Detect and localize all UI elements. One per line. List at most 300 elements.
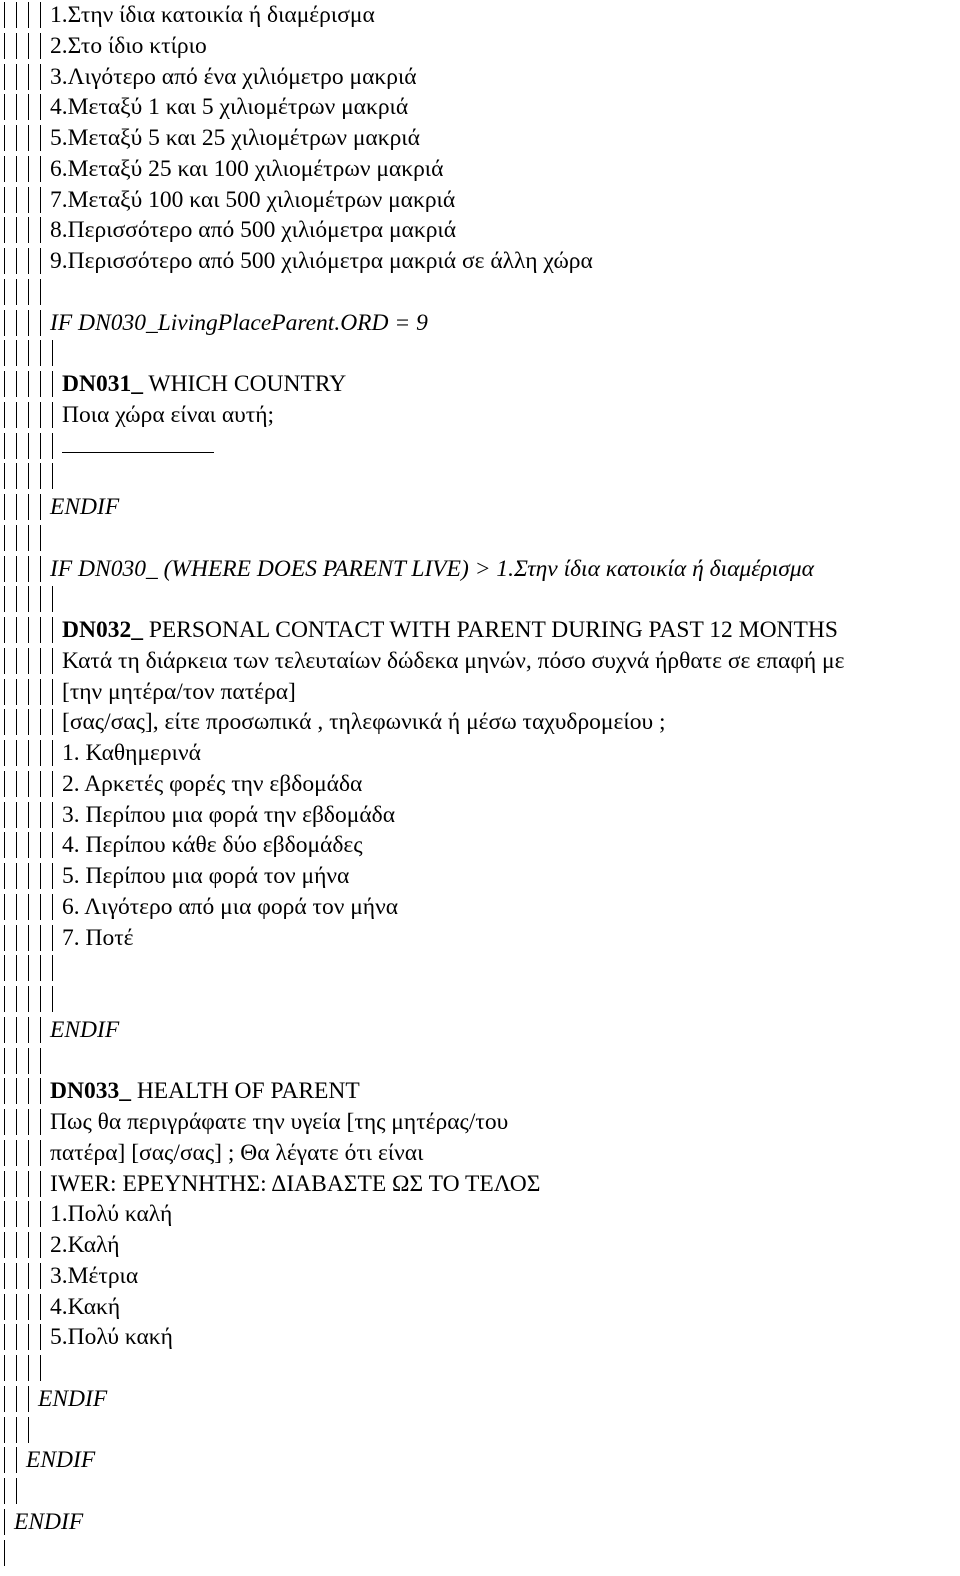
document-line [0, 707, 960, 737]
indent-bar [28, 64, 29, 90]
indent-bar [40, 1263, 41, 1289]
indent-bar [16, 617, 17, 643]
indent-bar [4, 1324, 5, 1350]
document-line [0, 646, 960, 676]
indent-bar [4, 525, 5, 551]
line-content: ENDIF [50, 494, 120, 520]
indent-bar [28, 279, 29, 305]
indent-bar [40, 433, 41, 459]
indent-bar [40, 94, 41, 120]
line-text [50, 154, 443, 184]
indent-bar [4, 1263, 5, 1289]
indent-bar [28, 679, 29, 705]
indent-bar [52, 863, 53, 889]
indent-bar [28, 709, 29, 735]
indent-bar [28, 925, 29, 951]
indent-bar [40, 556, 41, 582]
indent-bar [28, 1171, 29, 1197]
document-line [0, 1292, 960, 1322]
indent-bar [4, 1386, 5, 1412]
document-line [0, 1507, 960, 1537]
document-line [0, 369, 960, 399]
line-text [50, 1199, 172, 1229]
indent-bar [4, 1540, 5, 1566]
line-content: 8.Περισσότερο από 500 χιλιόμετρα μακριά [50, 217, 457, 244]
line-text [50, 215, 456, 245]
indent-bar [4, 556, 5, 582]
indent-bar [4, 586, 5, 612]
indent-bar [40, 740, 41, 766]
line-content: [σας/σας], είτε προσωπικά , τηλεφωνικά ή μέσω ταχυδρομείου ; [62, 709, 666, 736]
indent-bar [4, 832, 5, 858]
line-content: 2.Στο ίδιο κτίριο [50, 32, 207, 59]
indent-bar [40, 525, 41, 551]
indent-bar [40, 586, 41, 612]
document-line [0, 1384, 960, 1414]
indent-bar [16, 463, 17, 489]
indent-bar [4, 279, 5, 305]
indent-bar [52, 925, 53, 951]
indent-bar [40, 156, 41, 182]
indent-bar [4, 771, 5, 797]
line-content: 4.Μεταξύ 1 και 5 χιλιομέτρων μακριά [50, 94, 409, 121]
indent-bar [4, 64, 5, 90]
indent-bar [4, 248, 5, 274]
document-line [0, 0, 960, 30]
indent-bar [16, 740, 17, 766]
indent-bar [16, 1324, 17, 1350]
indent-bar [28, 648, 29, 674]
line-text [62, 369, 346, 399]
indent-bar [16, 402, 17, 428]
indent-bar [40, 33, 41, 59]
document-line [0, 1107, 960, 1137]
indent-bar [28, 771, 29, 797]
indent-bar [40, 1201, 41, 1227]
line-content: 3. Περίπου μια φορά την εβδομάδα [62, 801, 396, 828]
line-text [50, 1292, 120, 1322]
indent-bar [16, 1140, 17, 1166]
line-text [50, 308, 428, 338]
indent-bar [4, 433, 5, 459]
line-content: IF DN030_LivingPlaceParent.ORD = 9 [50, 309, 428, 336]
indent-bar [16, 156, 17, 182]
indent-bar [16, 1109, 17, 1135]
indent-bar [40, 1171, 41, 1197]
indent-bar [4, 156, 5, 182]
document-line [0, 31, 960, 61]
document-line [0, 892, 960, 922]
document-line [0, 1230, 960, 1260]
line-content: 7. Ποτέ [62, 924, 134, 951]
indent-bar [28, 125, 29, 151]
indent-bar [16, 2, 17, 28]
document-line [0, 923, 960, 953]
indent-bar [40, 1109, 41, 1135]
document-line [0, 461, 960, 491]
line-text [62, 400, 274, 430]
document-line [0, 1322, 960, 1352]
line-content: 5.Μεταξύ 5 και 25 χιλιομέτρων μακριά [50, 125, 420, 151]
indent-bar [16, 1201, 17, 1227]
indent-bar [40, 402, 41, 428]
line-text [50, 492, 119, 522]
indent-bar [28, 955, 29, 981]
indent-bar [52, 648, 53, 674]
indent-bar [28, 1109, 29, 1135]
line-content: IF DN030_ (WHERE DOES PARENT LIVE) > 1.Στην ίδια κατοικία ή διαμέρισμα [50, 555, 815, 582]
indent-bar [40, 679, 41, 705]
line-content: πατέρα] [σας/σας] ; Θα λέγατε ότι είναι [50, 1139, 424, 1166]
document-line [0, 338, 960, 368]
indent-bar [16, 648, 17, 674]
question-code: DN033_ [50, 1078, 131, 1105]
line-text [50, 1138, 423, 1168]
indent-bar [16, 925, 17, 951]
document-line [0, 677, 960, 707]
indent-bar [52, 955, 53, 981]
line-text [14, 1507, 83, 1537]
line-text [50, 554, 814, 584]
indent-bar [40, 494, 41, 520]
indent-bar [28, 1263, 29, 1289]
indent-bar [16, 1355, 17, 1381]
indent-bar [40, 648, 41, 674]
indent-bar [28, 986, 29, 1012]
indent-bar [40, 371, 41, 397]
line-text [62, 431, 214, 461]
indent-bar [4, 310, 5, 336]
line-content: 6. Λιγότερο από μια φορά τον μήνα [62, 893, 399, 920]
question-code: DN032_ [62, 617, 143, 643]
indent-bar [40, 894, 41, 920]
indent-bar [28, 1355, 29, 1381]
indent-bar [40, 1078, 41, 1104]
line-text [62, 738, 201, 768]
indent-bar [16, 340, 17, 366]
document-line [0, 615, 960, 645]
indent-bar [16, 1263, 17, 1289]
document-line [0, 800, 960, 830]
line-content: Πως θα περιγράφατε την υγεία [της μητέρας/του [50, 1109, 509, 1135]
indent-bar [52, 679, 53, 705]
indent-bar [40, 1294, 41, 1320]
indent-bar [16, 371, 17, 397]
indent-bar [16, 187, 17, 213]
indent-bar [40, 1140, 41, 1166]
document-line [0, 431, 960, 461]
indent-bar [52, 771, 53, 797]
document-line [0, 277, 960, 307]
line-text [50, 92, 408, 122]
line-content: 9.Περισσότερο από 500 χιλιόμετρα μακριά σε άλλη χώρα [50, 248, 593, 274]
document-line [0, 984, 960, 1014]
indent-bar [28, 1201, 29, 1227]
line-text [50, 123, 420, 153]
document-line [0, 1538, 960, 1568]
indent-bar [28, 1017, 29, 1043]
indent-bar [16, 894, 17, 920]
indent-bar [16, 802, 17, 828]
line-content: IWER: ΕΡΕΥΝΗΤΗΣ: ΔΙΑΒΑΣΤΕ ΩΣ ΤΟ ΤΕΛΟΣ [50, 1170, 541, 1197]
line-text [62, 800, 395, 830]
document-line [0, 246, 960, 276]
indent-bar [40, 248, 41, 274]
line-text [50, 1322, 173, 1352]
document-line [0, 1046, 960, 1076]
document-line [0, 1261, 960, 1291]
line-content: ENDIF [50, 1016, 120, 1043]
indent-bar [16, 1048, 17, 1074]
document-line [0, 1445, 960, 1475]
line-content: ENDIF [14, 1508, 84, 1535]
indent-bar [16, 556, 17, 582]
indent-bar [16, 1478, 17, 1504]
indent-bar [28, 433, 29, 459]
indent-bar [40, 217, 41, 243]
indent-bar [28, 586, 29, 612]
indent-bar [16, 955, 17, 981]
indent-bar [28, 463, 29, 489]
line-content: 1.Πολύ καλή [50, 1201, 173, 1228]
indent-bar [28, 1294, 29, 1320]
indent-bar [40, 863, 41, 889]
indent-bar [4, 125, 5, 151]
indent-bar [52, 433, 53, 459]
indent-bar [4, 1447, 5, 1473]
document-line [0, 1015, 960, 1045]
indent-bar [28, 894, 29, 920]
line-content: 2. Αρκετές φορές την εβδομάδα [62, 770, 363, 797]
indent-bar [4, 1417, 5, 1443]
indent-bar [40, 2, 41, 28]
line-content: ENDIF [38, 1385, 108, 1412]
indent-bar [40, 771, 41, 797]
line-text [62, 769, 362, 799]
document-line [0, 1076, 960, 1106]
indent-bar [40, 310, 41, 336]
indent-bar [16, 771, 17, 797]
indent-bar [28, 1078, 29, 1104]
line-text [50, 62, 417, 92]
indent-bar [16, 494, 17, 520]
document-line [0, 1476, 960, 1506]
indent-bar [28, 1386, 29, 1412]
indent-bar [28, 402, 29, 428]
question-code: DN031_ [62, 371, 143, 397]
indent-bar [4, 1294, 5, 1320]
indent-bar [40, 617, 41, 643]
indent-bar [28, 94, 29, 120]
indent-bar [28, 617, 29, 643]
line-text [62, 677, 296, 707]
indent-bar [16, 1386, 17, 1412]
line-content: Ποια χώρα είναι αυτή; [62, 401, 275, 428]
document-line [0, 1169, 960, 1199]
line-text [50, 246, 593, 276]
document-line [0, 584, 960, 614]
indent-bar [4, 1201, 5, 1227]
indent-bar [4, 33, 5, 59]
indent-bar [52, 709, 53, 735]
document-line [0, 1138, 960, 1168]
line-text [50, 185, 455, 215]
indent-bar [16, 709, 17, 735]
indent-bar [52, 894, 53, 920]
document-line [0, 92, 960, 122]
indent-bar [4, 1478, 5, 1504]
indent-bar [52, 986, 53, 1012]
document-line [0, 769, 960, 799]
indent-bar [4, 1509, 5, 1535]
indent-bar [52, 617, 53, 643]
indent-bar [16, 586, 17, 612]
indent-bar [52, 740, 53, 766]
indent-bar [4, 648, 5, 674]
indent-bar [52, 402, 53, 428]
indent-bar [16, 94, 17, 120]
line-content: 7.Μεταξύ 100 και 500 χιλιομέτρων μακριά [50, 186, 456, 213]
indent-bar [28, 832, 29, 858]
line-content: 4.Κακή [50, 1293, 121, 1320]
indent-bar [16, 1232, 17, 1258]
indent-bar [4, 986, 5, 1012]
indent-bar [4, 1048, 5, 1074]
document-line [0, 738, 960, 768]
indent-bar [4, 217, 5, 243]
indent-bar [28, 371, 29, 397]
indent-bar [4, 2, 5, 28]
indent-bar [28, 217, 29, 243]
indent-bar [16, 33, 17, 59]
indent-bar [4, 494, 5, 520]
line-content: 3.Μέτρια [50, 1262, 139, 1289]
indent-bar [40, 1324, 41, 1350]
indent-bar [28, 1232, 29, 1258]
indent-bar [28, 802, 29, 828]
line-text [50, 1261, 138, 1291]
indent-bar [28, 1417, 29, 1443]
line-text [50, 1076, 360, 1106]
indent-bar [52, 463, 53, 489]
document-line [0, 400, 960, 430]
document-line [0, 830, 960, 860]
document-line [0, 308, 960, 338]
document-line [0, 953, 960, 983]
indent-bar [16, 217, 17, 243]
indent-bar [16, 1294, 17, 1320]
indent-bar [40, 1232, 41, 1258]
document-line [0, 1353, 960, 1383]
indent-bar [28, 863, 29, 889]
indent-bar [40, 1017, 41, 1043]
line-text [50, 0, 375, 30]
indent-bar [28, 1140, 29, 1166]
indent-bar [4, 1232, 5, 1258]
indent-bar [4, 925, 5, 951]
indent-bar [4, 740, 5, 766]
indent-bar [16, 1078, 17, 1104]
indent-bar [40, 340, 41, 366]
indent-bar [40, 709, 41, 735]
indent-bar [4, 1140, 5, 1166]
document-line [0, 523, 960, 553]
indent-bar [28, 556, 29, 582]
line-text [62, 892, 398, 922]
line-content: 1.Στην ίδια κατοικία ή διαμέρισμα [50, 2, 375, 28]
indent-bar [16, 310, 17, 336]
line-content: 6.Μεταξύ 25 και 100 χιλιομέτρων μακριά [50, 155, 444, 182]
indent-bar [28, 740, 29, 766]
document-line [0, 154, 960, 184]
document-line [0, 123, 960, 153]
indent-bar [28, 1324, 29, 1350]
indent-bar [16, 1171, 17, 1197]
indent-bar [40, 986, 41, 1012]
indent-bar [40, 925, 41, 951]
line-content: Κατά τη διάρκεια των τελευταίων δώδεκα μηνών, πόσο συχνά ήρθατε σε επαφή με [62, 647, 845, 674]
indent-bar [16, 832, 17, 858]
indent-bar [16, 433, 17, 459]
line-content: HEALTH OF PARENT [130, 1078, 360, 1105]
document-line [0, 492, 960, 522]
indent-bar [4, 1171, 5, 1197]
indent-bar [4, 1017, 5, 1043]
indent-bar [4, 1078, 5, 1104]
indent-bar [52, 802, 53, 828]
line-text [62, 615, 838, 645]
indent-bar [28, 33, 29, 59]
document-line [0, 215, 960, 245]
indent-bar [40, 832, 41, 858]
line-content: 1. Καθημερινά [62, 740, 201, 766]
indent-bar [4, 679, 5, 705]
indent-bar [28, 187, 29, 213]
line-text [62, 830, 363, 860]
indent-bar [16, 525, 17, 551]
indent-bar [40, 955, 41, 981]
indent-bar [4, 894, 5, 920]
line-content: 5.Πολύ κακή [50, 1324, 173, 1351]
indent-bar [4, 402, 5, 428]
indent-bar [16, 863, 17, 889]
line-content: ENDIF [26, 1447, 96, 1474]
line-content: PERSONAL CONTACT WITH PARENT DURING PAST 12 MONTHS [142, 617, 838, 643]
indent-bar [4, 340, 5, 366]
line-text [50, 1107, 508, 1137]
line-text [50, 1169, 540, 1199]
line-text [62, 923, 134, 953]
indent-bar [16, 986, 17, 1012]
indent-bar [40, 1355, 41, 1381]
line-content: 2.Καλή [50, 1232, 120, 1258]
line-content: 5. Περίπου μια φορά τον μήνα [62, 863, 350, 889]
document-line [0, 861, 960, 891]
indent-bar [28, 248, 29, 274]
document-line [0, 1199, 960, 1229]
line-text [26, 1445, 95, 1475]
indent-bar [28, 494, 29, 520]
indent-bar [16, 1447, 17, 1473]
answer-blank-line [62, 432, 214, 453]
indent-bar [40, 802, 41, 828]
line-content: 3.Λιγότερο από ένα χιλιόμετρο μακριά [50, 63, 417, 90]
document-line [0, 1415, 960, 1445]
indent-bar [4, 463, 5, 489]
indent-bar [40, 463, 41, 489]
indent-bar [4, 1109, 5, 1135]
indent-bar [40, 187, 41, 213]
